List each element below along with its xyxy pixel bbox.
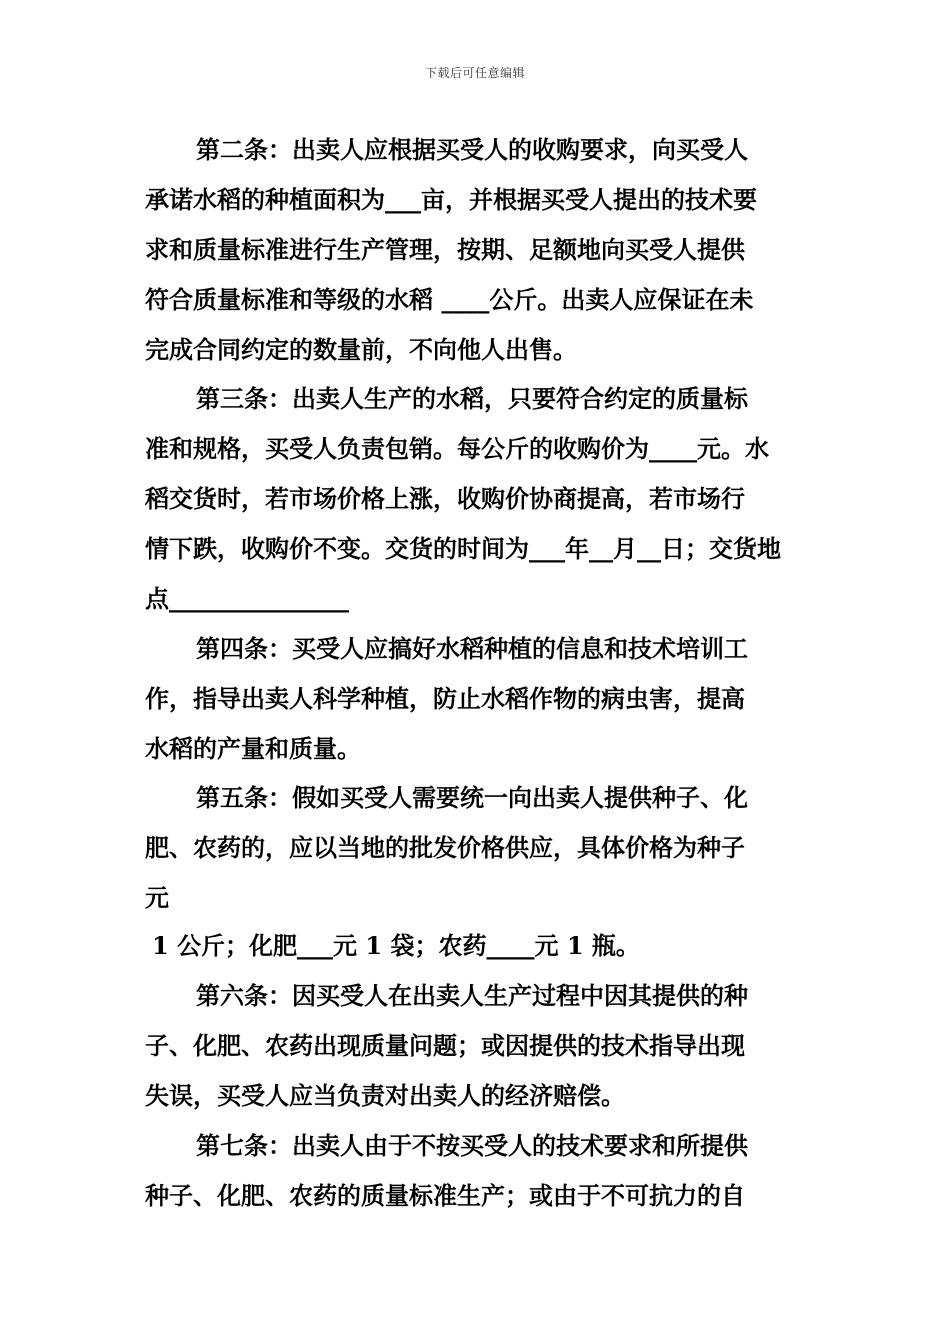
text-line: 第六条：因买受人在出卖人生产过程中因其提供的种 [196, 981, 748, 1010]
text-line: 稻交货时，若市场价格上涨，收购价协商提高，若市场行 [145, 484, 745, 513]
text-line: 情下跌，收购价不变。交货的时间为___年__月__日；交货地 [145, 534, 781, 563]
text-line: 第七条：出卖人由于不按买受人的技术要求和所提供 [196, 1131, 748, 1160]
text-line: 肥、农药的，应以当地的批发价格供应，具体价格为种子 [145, 833, 745, 862]
text-line: 水稻的产量和质量。 [145, 734, 361, 763]
text-line: 失误，买受人应当负责对出卖人的经济赔偿。 [145, 1081, 625, 1110]
text-line: 第二条：出卖人应根据买受人的收购要求，向买受人 [196, 135, 748, 164]
text-line: 子、化肥、农药出现质量问题；或因提供的技术指导出现 [145, 1031, 745, 1060]
text-line: 1 公斤；化肥___元 1 袋；农药____元 1 瓶。 [152, 931, 640, 960]
text-line: 准和规格，买受人负责包销。每公斤的收购价为____元。水 [145, 434, 769, 463]
text-line: 承诺水稻的种植面积为___亩，并根据买受人提出的技术要 [145, 185, 757, 214]
text-line: 元 [145, 883, 169, 912]
text-line: 点_______________ [145, 584, 349, 613]
text-line: 种子、化肥、农药的质量标准生产；或由于不可抗力的自 [145, 1181, 745, 1210]
text-line: 第四条：买受人应搞好水稻种植的信息和技术培训工 [196, 634, 748, 663]
text-line: 完成合同约定的数量前，不向他人出售。 [145, 335, 577, 364]
text-line: 作，指导出卖人科学种植，防止水稻作物的病虫害，提高 [145, 684, 745, 713]
header-note: 下载后可任意编辑 [424, 66, 525, 80]
text-line: 第五条：假如买受人需要统一向出卖人提供种子、化 [196, 783, 748, 812]
text-line: 符合质量标准和等级的水稻 ____公斤。出卖人应保证在未 [145, 285, 754, 314]
text-line: 求和质量标准进行生产管理，按期、足额地向买受人提供 [145, 235, 745, 264]
text-line: 第三条：出卖人生产的水稻，只要符合约定的质量标 [196, 384, 748, 413]
